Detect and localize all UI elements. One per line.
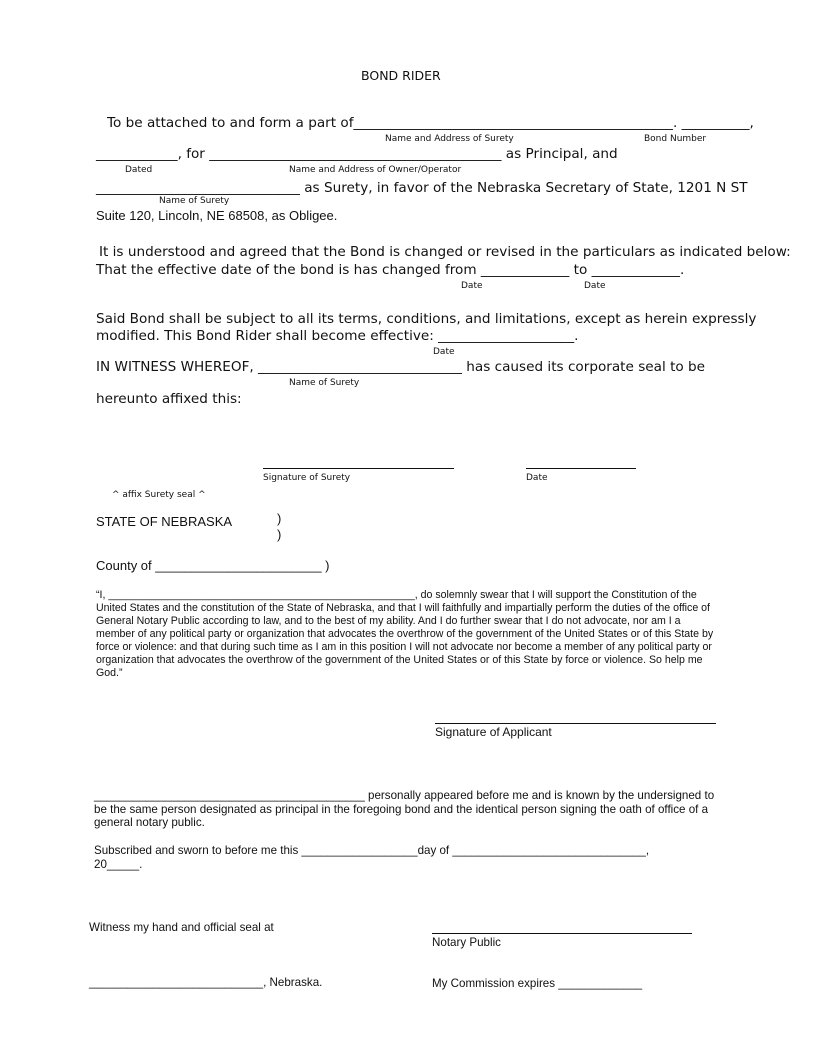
surety-name-label: Name of Surety <box>159 196 230 206</box>
surety-date-label: Date <box>526 473 548 483</box>
subscribed-line: Subscribed and sworn to before me this __________________day of ______________________________, <box>94 844 650 857</box>
notary-signature-line <box>432 933 692 934</box>
appearance-paragraph: __________________________________________ personally appeared before me and is known by the undersigned to be the same person designated as principal in the foregoing bond and the identical person signing the oath of office of a general notary public. <box>94 789 715 829</box>
owner-operator-label: Name and Address of Owner/Operator <box>289 165 462 175</box>
to-date-label: Date <box>584 281 606 291</box>
obligee-line: Suite 120, Lincoln, NE 68508, as Obligee. <box>96 208 338 223</box>
surety-line: ______________________________ as Surety, in favor of the Nebraska Secretary of State, 1201 N ST <box>96 180 748 196</box>
surety-date-line <box>526 468 636 469</box>
dated-label: Dated <box>125 165 153 175</box>
oath-paragraph: “I, ____________________________________________________, do solemnly swear that I will support the Constitution of the United States and the constitution of the State of Nebraska, and that I will faithfully and impartially perform the duties of the office of General Notary Public according to law, and to the best of my ability. And I do further swear that I do not advocate, nor am I a member of any political party or organization that advocates the overthrow of the government of the United States or of this State by force or violence: and that during such time as I am in this position I will not advocate nor become a member of any political party or organization that advocates the overthrow of the government of the United States or of this State by force or violence. So help me God.” <box>96 589 714 679</box>
attach-line: To be attached to and form a part of_______________________________________________. __________, <box>107 115 754 131</box>
notary-public-label: Notary Public <box>432 936 501 949</box>
bond-number-label: Bond Number <box>644 134 707 144</box>
applicant-signature-line <box>435 723 716 724</box>
surety-signature-line <box>263 468 454 469</box>
state-of-nebraska: STATE OF NEBRASKA <box>96 514 233 529</box>
seal-note: ^ affix Surety seal ^ <box>112 490 206 500</box>
hereunto-line: hereunto affixed this: <box>96 391 242 407</box>
page-title: BOND RIDER <box>361 68 441 83</box>
witness-whereof-line: IN WITNESS WHEREOF, ______________________________ has caused its corporate seal to be <box>96 359 706 375</box>
terms-line: Said Bond shall be subject to all its terms, conditions, and limitations, except as herein expressly <box>96 311 757 327</box>
understood-line: It is understood and agreed that the Bond is changed or revised in the particulars as indicated below: <box>99 244 791 260</box>
effective-date-change-line: That the effective date of the bond is has changed from _____________ to _____________. <box>96 262 685 278</box>
effective-line: modified. This Bond Rider shall become effective: ____________________. <box>96 328 579 344</box>
place-nebraska-line: ___________________________, Nebraska. <box>89 976 323 989</box>
commission-expires-line: My Commission expires _____________ <box>432 977 643 990</box>
surety-name-address-label: Name and Address of Surety <box>385 134 514 144</box>
effective-date-label: Date <box>433 347 455 357</box>
applicant-signature-label: Signature of Applicant <box>435 725 552 739</box>
witness-hand-seal: Witness my hand and official seal at <box>89 921 274 934</box>
subscribed-year-line: 20_____. <box>94 858 143 871</box>
surety-signature-label: Signature of Surety <box>263 473 351 483</box>
county-line: County of _______________________ ) <box>96 558 330 573</box>
witness-surety-label: Name of Surety <box>289 378 360 388</box>
venue-paren-1: ) <box>277 511 282 526</box>
from-date-label: Date <box>461 281 483 291</box>
venue-paren-2: ) <box>277 527 282 542</box>
principal-line: ____________, for ___________________________________________ as Principal, and <box>96 146 618 162</box>
